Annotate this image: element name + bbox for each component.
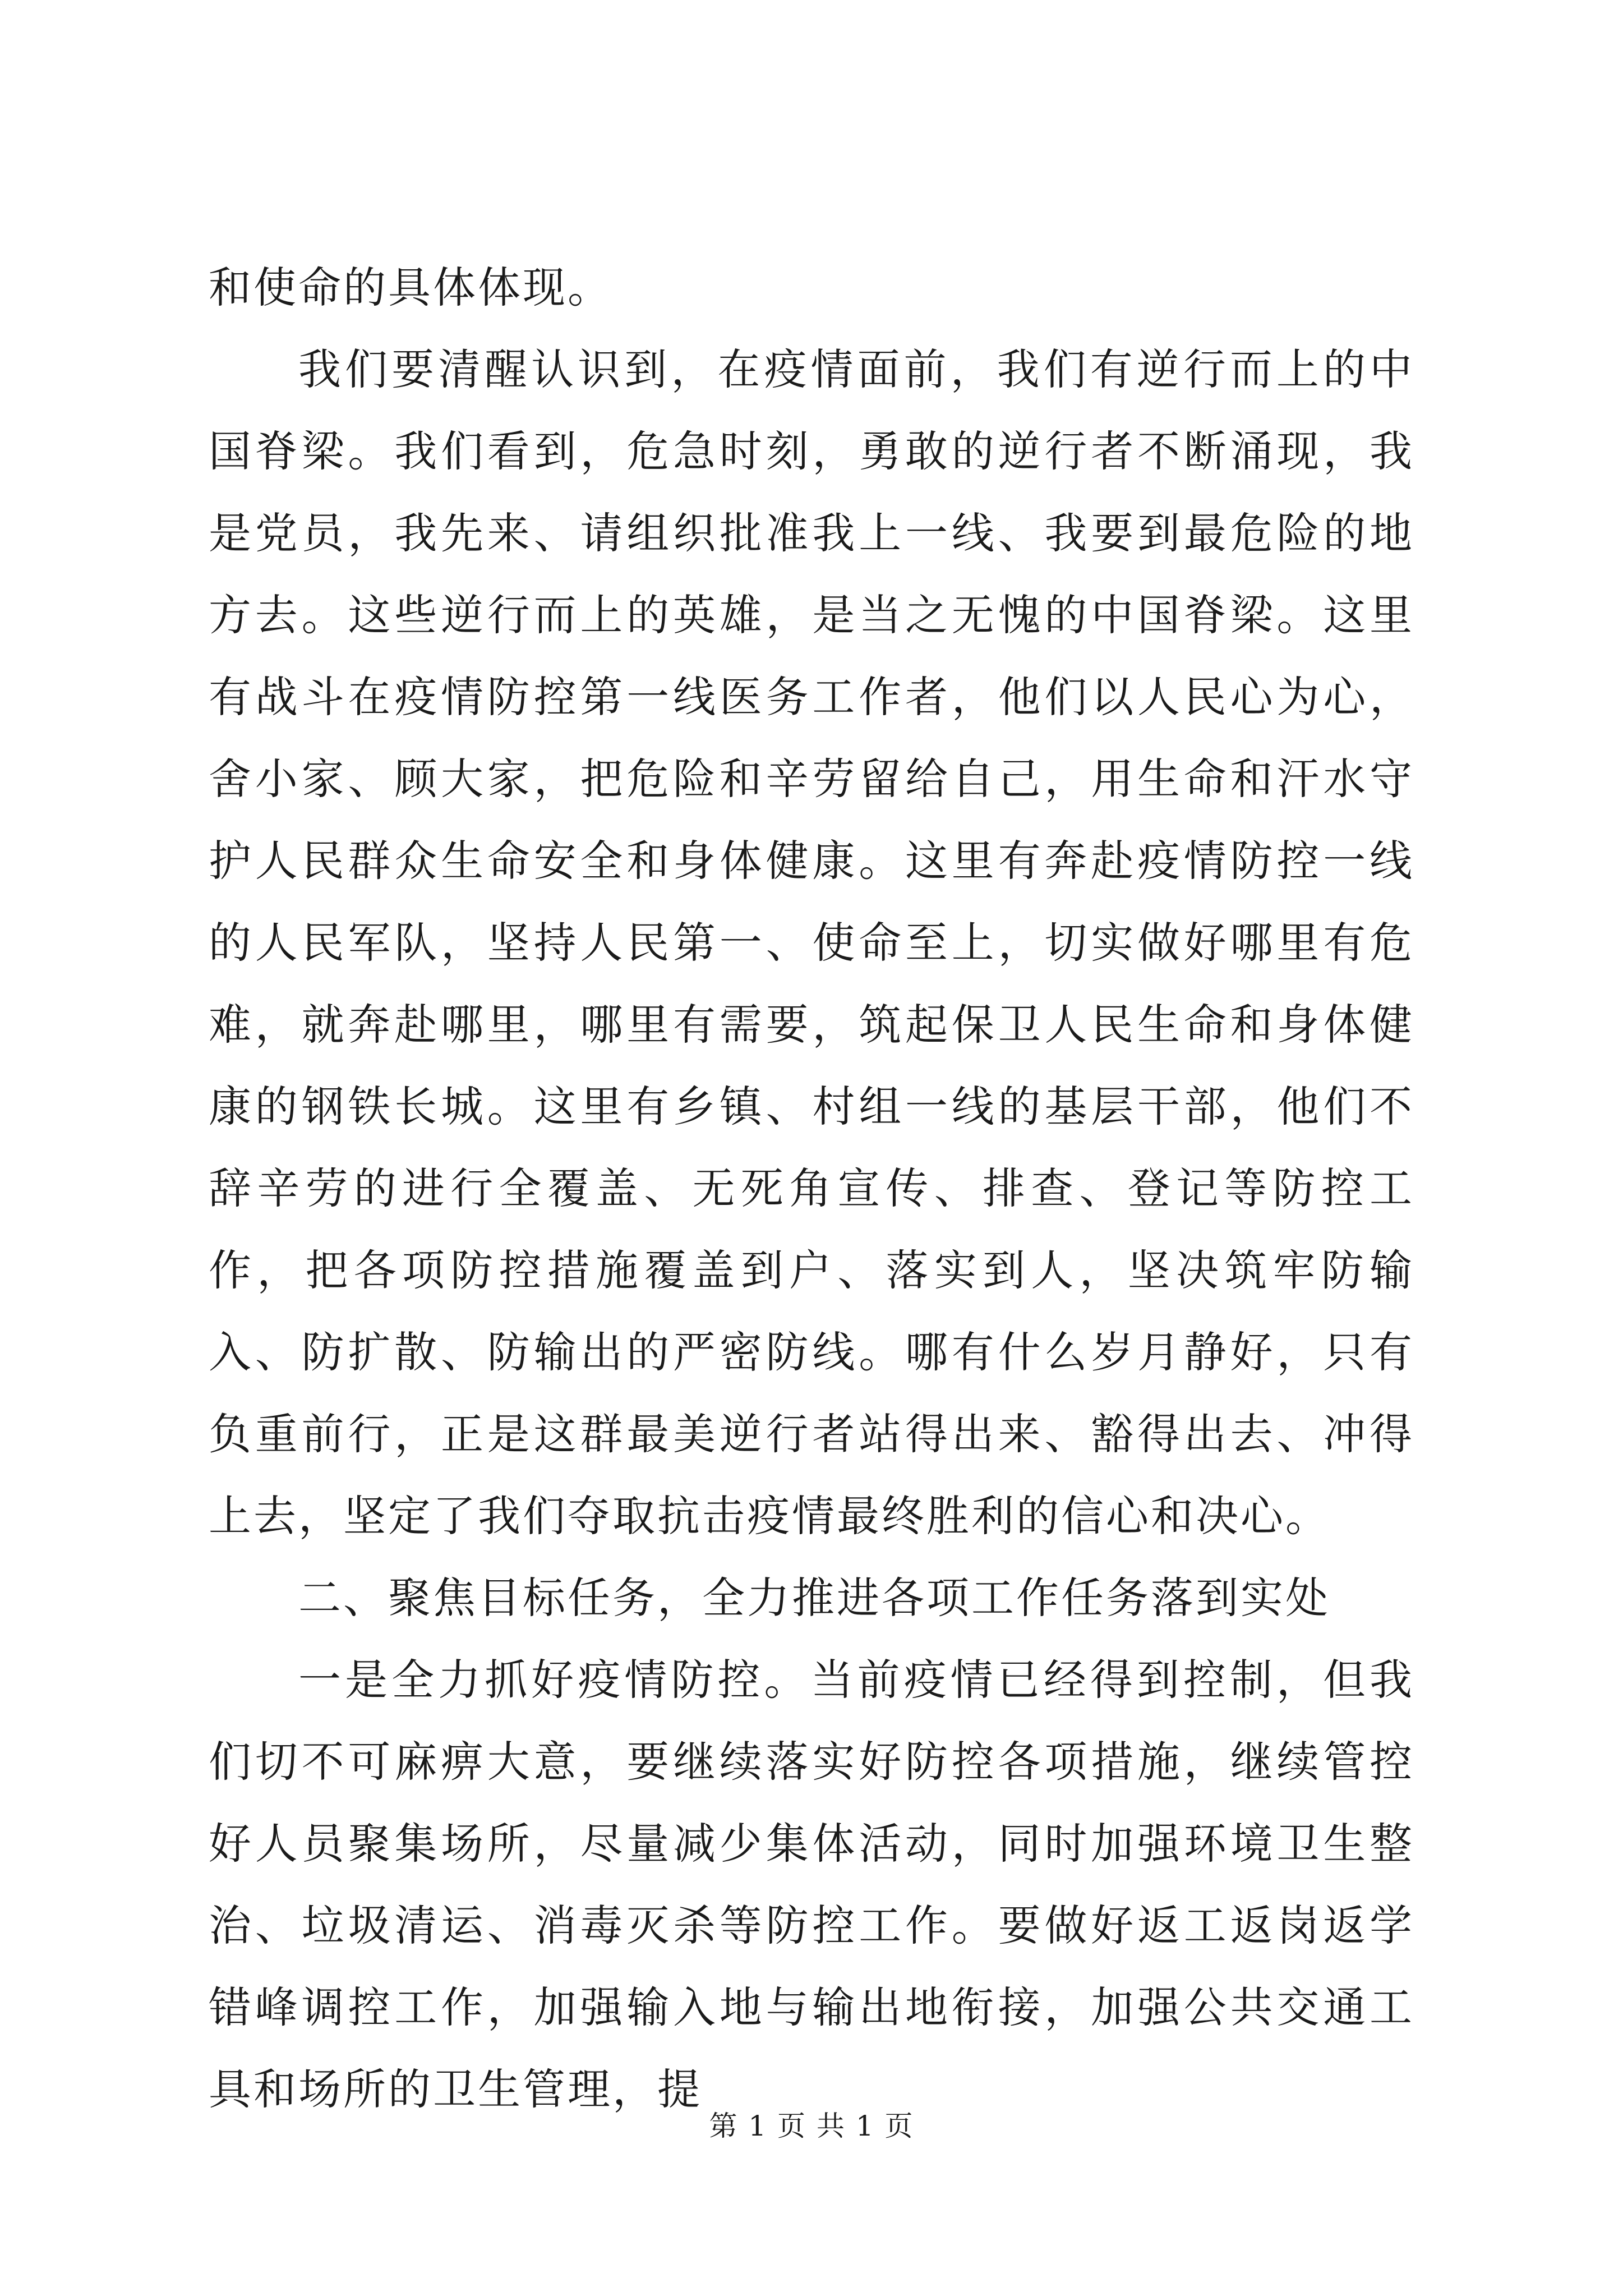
paragraph-backbone: 我们要清醒认识到，在疫情面前，我们有逆行而上的中国脊梁。我们看到，危急时刻，勇敢的逆行者不断涌现，我是党员，我先来、请组织批准我上一线、我要到最危险的地方去。这些逆行而上的英雄，是当之无愧的中国脊梁。这里有战斗在疫情防控第一线医务工作者，他们以人民心为心，舍小家、顾大家，把危险和辛劳留给自己，用生命和汗水守护人民群众生命安全和身体健康。这里有奔赴疫情防控一线的人民军队，坚持人民第一、使命至上，切实做好哪里有危难，就奔赴哪里，哪里有需要，筑起保卫人民生命和身体健康的钢铁长城。这里有乡镇、村组一线的基层干部，他们不辞辛劳的进行全覆盖、无死角宣传、排查、登记等防控工作，把各项防控措施覆盖到户、落实到人，坚决筑牢防输入、防扩散、防输出的严密防线。哪有什么岁月静好，只有负重前行，正是这群最美逆行者站得出来、豁得出去、冲得上去，坚定了我们夺取抗击疫情最终胜利的信心和决心。 <box>209 344 1414 1541</box>
paragraph-task-one: 一是全力抓好疫情防控。当前疫情已经得到控制，但我们切不可麻痹大意，要继续落实好防控各项措施，继续管控好人员聚集场所，尽量减少集体活动，同时加强环境卫生整治、垃圾清运、消毒灭杀等防控工作。要做好返工返岗返学错峰调控工作，加强输入地与输出地衔接，加强公共交通工具和场所的卫生管理，提 <box>209 1655 1414 2114</box>
section-heading: 二、聚焦目标任务，全力推进各项工作任务落到实处 <box>298 1573 1330 1623</box>
page-footer: 第 1 页 共 1 页 <box>709 2110 914 2142</box>
paragraph-continuation: 和使命的具体体现。 <box>209 263 612 312</box>
document-body <box>209 247 1414 2131</box>
